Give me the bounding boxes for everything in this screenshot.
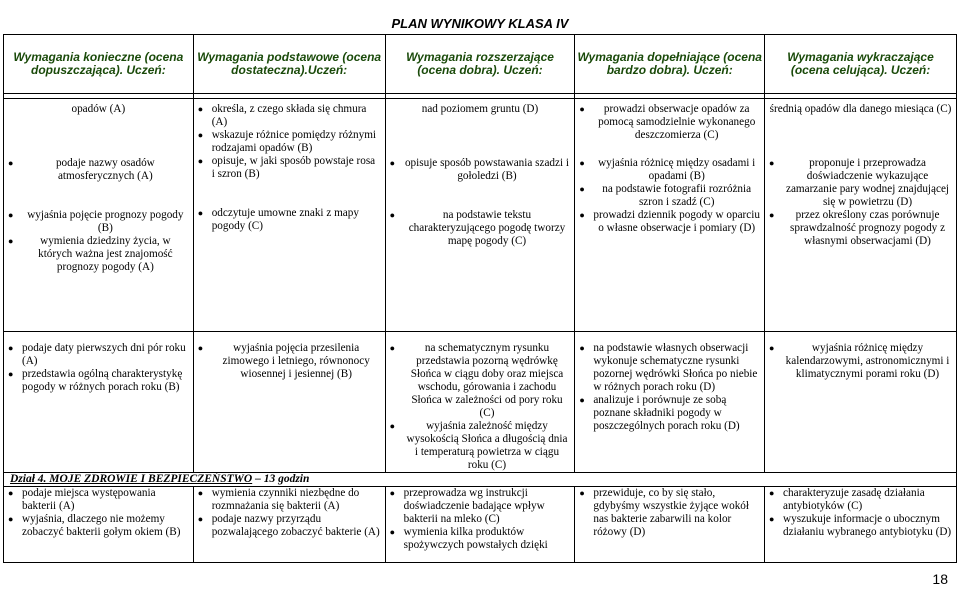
list-item: ● podaje daty pierwszych dni pór roku (A) bbox=[8, 342, 189, 368]
page-number: 18 bbox=[932, 571, 948, 587]
list-item: ● proponuje i przeprowadza doświadczenie wykazujące zamarzanie pary wodnej znajdującej się w powietrzu (D) bbox=[769, 157, 952, 209]
header-row bbox=[4, 35, 957, 94]
list-item: ● na podstawie własnych obserwacji wykonuje schematyczne rysunki pozornej wędrówki Słońca po niebie w różnych porach roku (D) bbox=[579, 342, 760, 394]
list-item: ● przedstawia ogólną charakterystykę pogody w różnych porach roku (B) bbox=[8, 368, 189, 394]
list-item: ● wyjaśnia pojęcie prognozy pogody (B) bbox=[8, 209, 189, 235]
list-item: ● na schematycznym rysunku przedstawia pozorną wędrówkę Słońca w ciągu doby oraz miejsca wschodu, górowania i zachodu Słońca w zależności od pory roku (C) bbox=[390, 342, 571, 420]
header-wykraczajace: Wymagania wykraczające (ocena celująca). Uczeń: bbox=[765, 35, 957, 94]
list-item: ● wymienia czynniki niezbędne do rozmnażania się bakterii (A) bbox=[198, 487, 381, 513]
list-item: opadów (A) bbox=[71, 103, 126, 115]
list-item: ● opisuje, w jaki sposób powstaje rosa i szron (B) bbox=[198, 155, 381, 207]
list-item: nad poziomem gruntu (D) bbox=[421, 103, 539, 115]
list-item: ● podaje miejsca występowania bakterii (A) bbox=[8, 487, 189, 513]
list-item: ● wymienia dziedziny życia, w których ważna jest znajomość prognozy pogody (A) bbox=[8, 235, 189, 274]
list-item: ● przewiduje, co by się stało, gdybyśmy wszystkie żyjące wokół nas bakterie zabarwili na kolor różowy (D) bbox=[579, 487, 760, 539]
list-item: ● opisuje sposób powstawania szadzi i gołoledzi (B) bbox=[390, 157, 571, 209]
list-item: ● na podstawie tekstu charakteryzującego pogodę tworzy mapę pogody (C) bbox=[390, 209, 571, 248]
list-item: ● wyjaśnia różnicę między osadami i opadami (B) bbox=[579, 157, 760, 183]
page-title: PLAN WYNIKOWY KLASA IV bbox=[391, 16, 569, 31]
list-item: ● analizuje i porównuje ze sobą poznane składniki pogody w poszczególnych porach roku (D) bbox=[579, 394, 760, 433]
list-item: ● przez określony czas porównuje sprawdzalność prognozy pogody z własnymi obserwacjami (D) bbox=[769, 209, 952, 248]
list-item: ● wyjaśnia pojęcia przesilenia zimowego i letniego, równonocy wiosennej i jesiennej (B) bbox=[198, 342, 381, 381]
table-row bbox=[4, 332, 957, 473]
list-item: ● wymienia kilka produktów spożywczych powstałych dzięki bbox=[390, 526, 571, 552]
list-item: ● wyszukuje informacje o ubocznym działaniu wybranego antybiotyku (D) bbox=[769, 513, 952, 539]
header-podstawowe: Wymagania podstawowe (ocena dostateczna).Uczeń: bbox=[193, 35, 385, 94]
list-item: ● podaje nazwy osadów atmosferycznych (A) bbox=[8, 157, 189, 209]
list-item: ● prowadzi obserwacje opadów za pomocą samodzielnie wykonanego deszczomierza (C) bbox=[579, 103, 760, 157]
list-item: ● określa, z czego składa się chmura (A) bbox=[198, 103, 381, 129]
table-row bbox=[4, 487, 957, 563]
header-rozszerzajace: Wymagania rozszerzające (ocena dobra). Uczeń: bbox=[385, 35, 575, 94]
list-item: ● przeprowadza wg instrukcji doświadczenie badające wpływ bakterii na mleko (C) bbox=[390, 487, 571, 526]
list-item: ● wyjaśnia różnicę między kalendarzowymi, astronomicznymi i klimatycznymi porami roku (D) bbox=[769, 342, 952, 381]
section-title: Dział 4. MOJE ZDROWIE I BEZPIECZEŃSTWO – 13 godzin bbox=[10, 473, 310, 485]
section-row bbox=[4, 473, 957, 487]
requirements-table bbox=[3, 34, 957, 563]
list-item: ● odczytuje umowne znaki z mapy pogody (C) bbox=[198, 207, 381, 233]
list-item: ● prowadzi dziennik pogody w oparciu o własne obserwacje i pomiary (D) bbox=[579, 209, 760, 235]
list-item: ● wskazuje różnice pomiędzy różnymi rodzajami opadów (B) bbox=[198, 129, 381, 155]
list-item: ● charakteryzuje zasadę działania antybiotyków (C) bbox=[769, 487, 952, 513]
list-item: ● na podstawie fotografii rozróżnia szron i szadź (C) bbox=[579, 183, 760, 209]
table-row bbox=[4, 99, 957, 332]
list-item: ● wyjaśnia zależność między wysokością Słońca a długością dnia i temperaturą powietrza w ciągu roku (C) bbox=[390, 420, 571, 472]
header-konieczne: Wymagania konieczne (ocena dopuszczająca). Uczeń: bbox=[4, 35, 194, 94]
list-item: ● podaje nazwy przyrządu pozwalającego zobaczyć bakterie (A) bbox=[198, 513, 381, 539]
list-item: średnią opadów dla danego miesiąca (C) bbox=[769, 103, 952, 115]
list-item: ● wyjaśnia, dlaczego nie możemy zobaczyć bakterii gołym okiem (B) bbox=[8, 513, 189, 539]
header-dopelniajace: Wymagania dopełniające (ocena bardzo dobra). Uczeń: bbox=[575, 35, 765, 94]
